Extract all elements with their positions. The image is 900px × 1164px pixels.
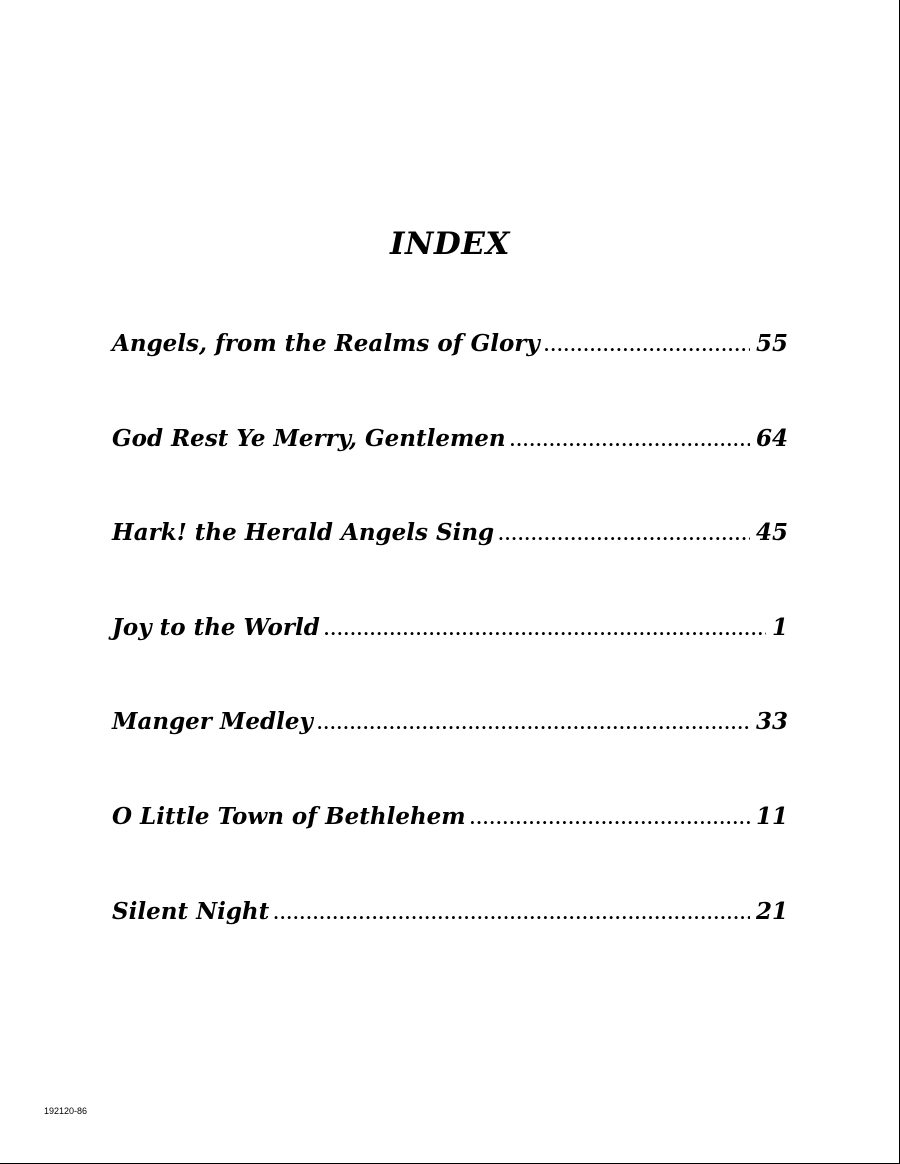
dot-leader (324, 620, 766, 639)
index-entry (112, 708, 788, 803)
entry-title: God Rest Ye Merry, Gentlemen (112, 424, 506, 452)
dot-leader (510, 431, 750, 450)
dot-leader (317, 714, 750, 733)
entry-page-number: 45 (755, 519, 788, 547)
index-list (112, 330, 788, 992)
index-entry (112, 898, 788, 993)
entry-title: Silent Night (112, 897, 270, 925)
catalog-code: 192120-86 (44, 1106, 88, 1116)
entry-page-number: 21 (755, 897, 788, 925)
entry-title: Joy to the World (112, 613, 320, 641)
entry-title: O Little Town of Bethlehem (112, 802, 466, 830)
index-entry (112, 614, 788, 709)
index-entry (112, 803, 788, 898)
dot-leader (498, 525, 750, 544)
entry-page-number: 33 (755, 708, 788, 736)
entry-page-number: 11 (755, 802, 788, 830)
index-entry (112, 519, 788, 614)
entry-title: Angels, from the Realms of Glory (112, 330, 540, 357)
entry-page-number: 55 (755, 330, 788, 357)
dot-leader (544, 336, 750, 355)
dot-leader (273, 904, 750, 923)
entry-page-number: 1 (771, 613, 788, 641)
entry-page-number: 64 (755, 424, 788, 452)
index-entry (112, 425, 788, 520)
index-entry (112, 330, 788, 425)
dot-leader (470, 809, 750, 828)
page-title: INDEX (390, 225, 510, 262)
entry-title: Hark! the Herald Angels Sing (112, 519, 495, 547)
entry-title: Manger Medley (112, 708, 313, 736)
